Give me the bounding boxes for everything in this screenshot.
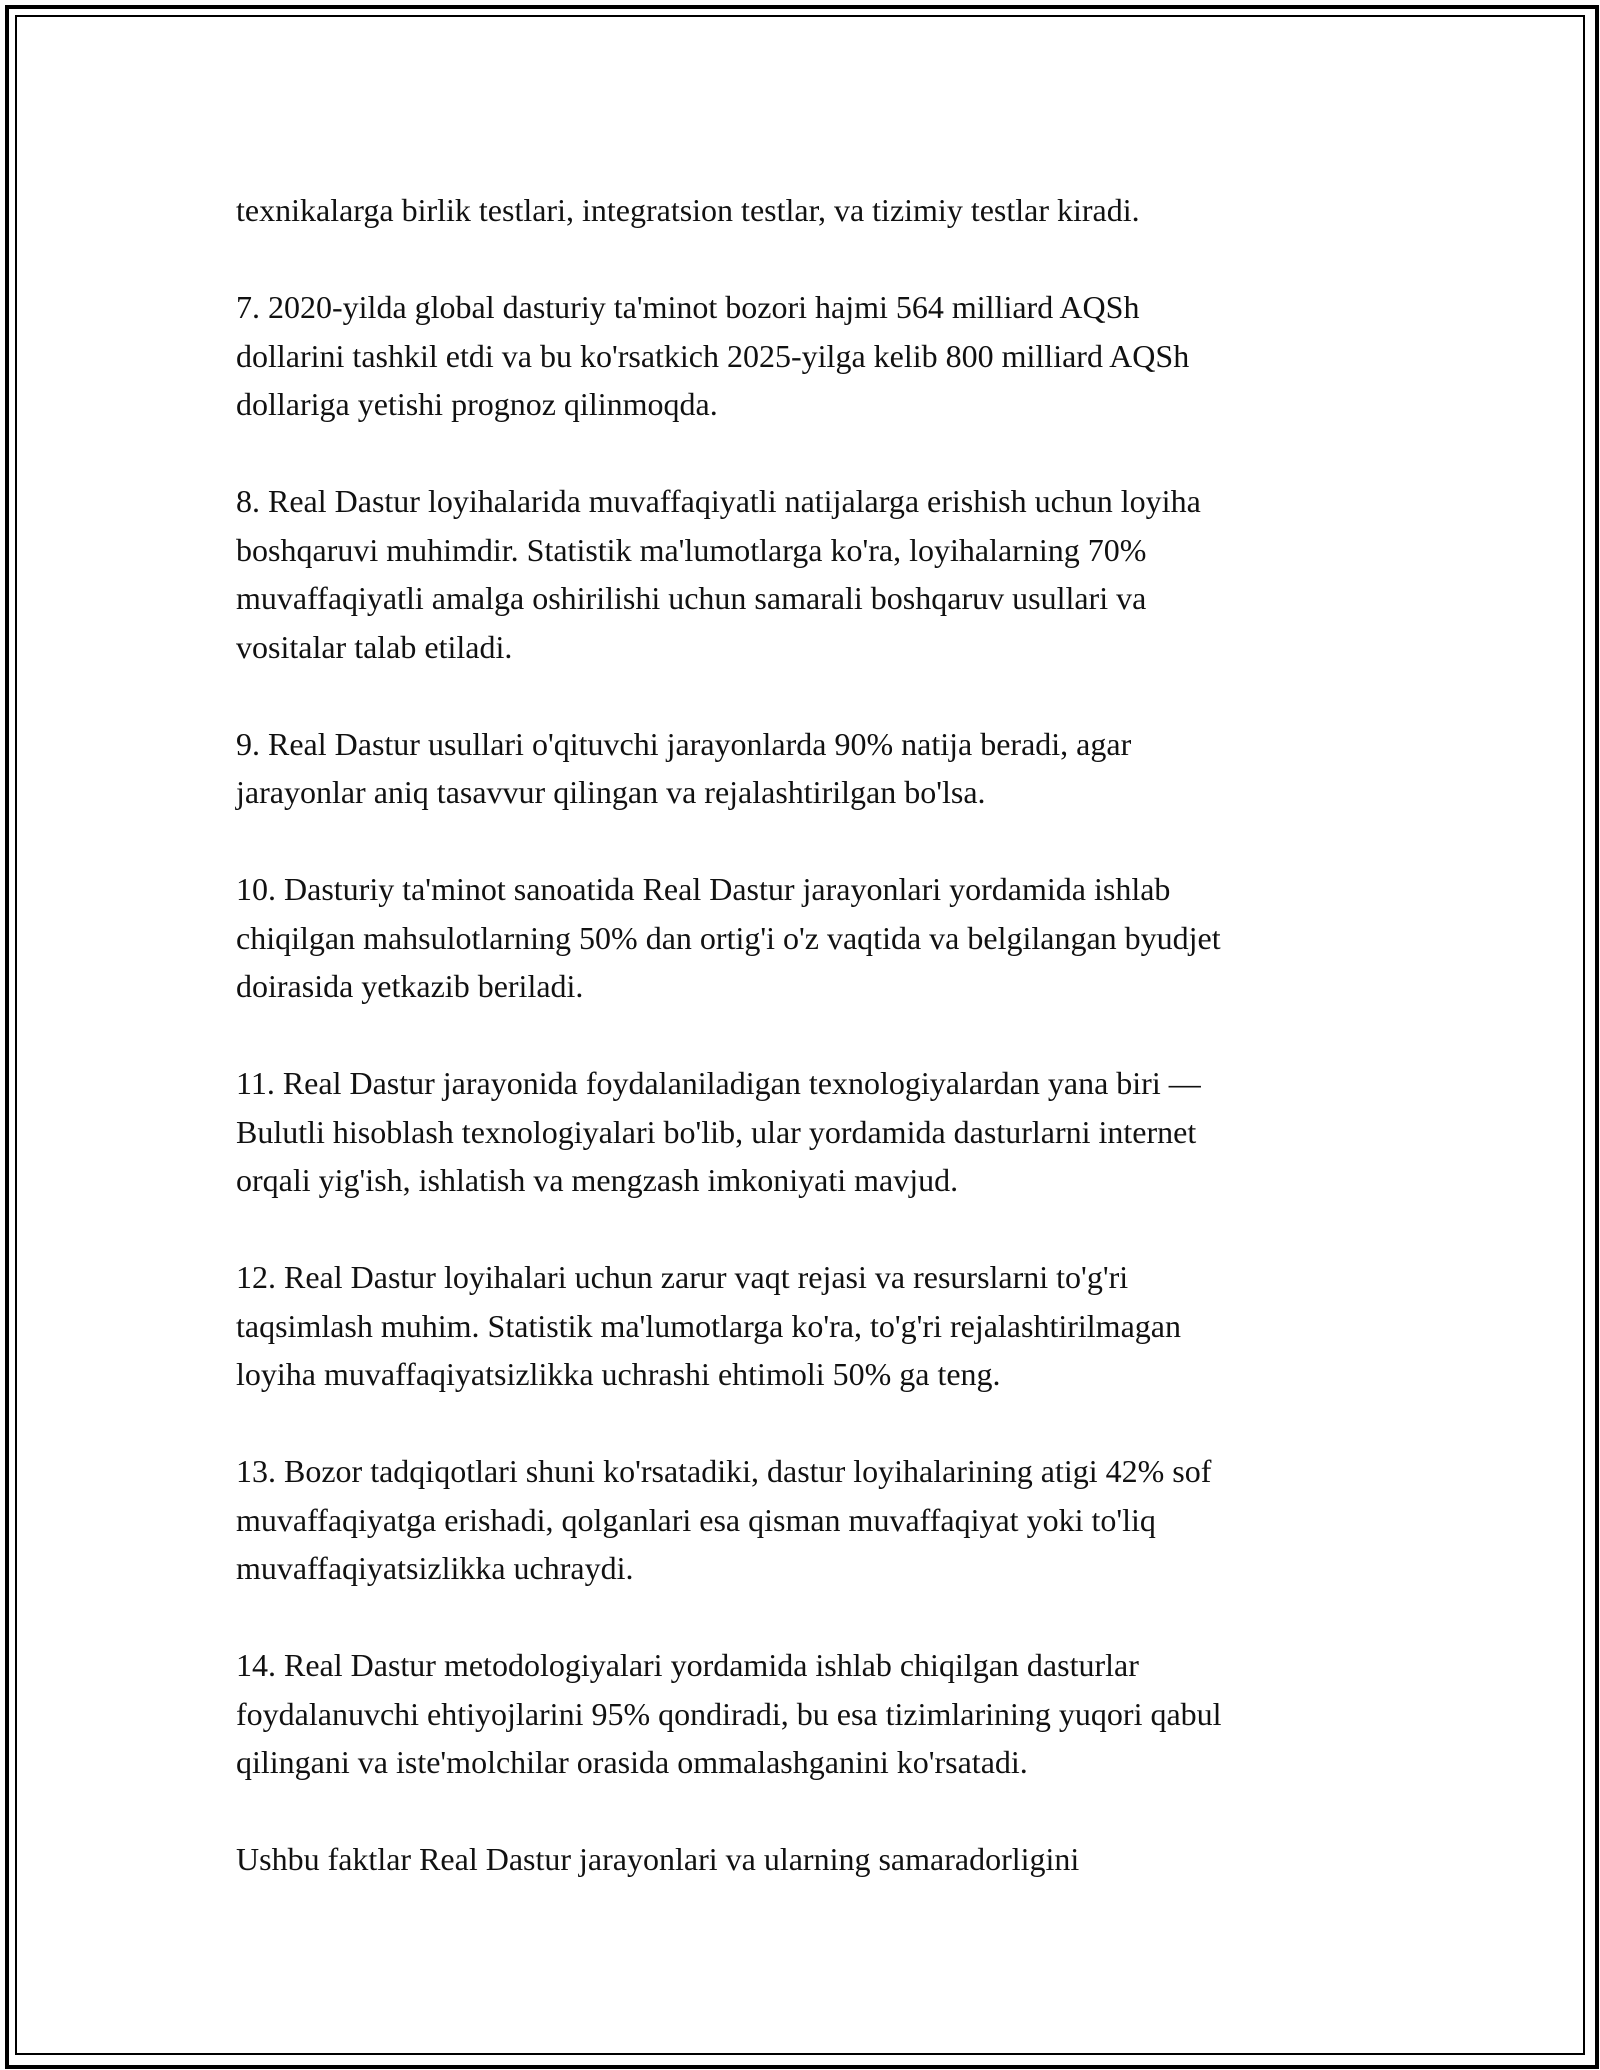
- text-line: 13. Bozor tadqiqotlari shuni ko'rsatadiki, dastur loyihalarining atigi 42% sof: [236, 1453, 1212, 1489]
- paragraph-fact-13: [236, 1447, 1386, 1593]
- text-line: foydalanuvchi ehtiyojlarini 95% qondiradi, bu esa tizimlarining yuqori qabul: [236, 1695, 1222, 1732]
- text-line: 8. Real Dastur loyihalarida muvaffaqiyatli natijalarga erishish uchun loyiha: [236, 483, 1201, 519]
- paragraph-fact-9: [236, 720, 1386, 817]
- text-line: 7. 2020-yilda global dasturiy ta'minot bozori hajmi 564 milliard AQSh: [236, 289, 1140, 325]
- text-line: 10. Dasturiy ta'minot sanoatida Real Dastur jarayonlari yordamida ishlab: [236, 871, 1171, 907]
- text-line: loyiha muvaffaqiyatsizlikka uchrashi ehtimoli 50% ga teng.: [236, 1356, 1001, 1392]
- paragraph-intro-continuation: [236, 186, 1386, 235]
- paragraph-fact-12: [236, 1253, 1386, 1399]
- text-line: 12. Real Dastur loyihalari uchun zarur vaqt rejasi va resurslarni to'g'ri: [236, 1259, 1129, 1295]
- text-line: texnikalarga birlik testlari, integratsion testlar, va tizimiy testlar kiradi.: [236, 192, 1140, 228]
- paragraph-fact-7: [236, 283, 1386, 429]
- text-line: taqsimlash muhim. Statistik ma'lumotlarga ko'ra, to'g'ri rejalashtirilmagan: [236, 1307, 1181, 1344]
- text-line: 11. Real Dastur jarayonida foydalaniladigan texnologiyalardan yana biri —: [236, 1065, 1201, 1101]
- text-line: orqali yig'ish, ishlatish va mengzash imkoniyati mavjud.: [236, 1162, 959, 1198]
- text-line: Ushbu faktlar Real Dastur jarayonlari va ularning samaradorligini: [236, 1841, 1080, 1877]
- text-line: qilingani va iste'molchilar orasida ommalashganini ko'rsatadi.: [236, 1744, 1028, 1780]
- text-line: dollariga yetishi prognoz qilinmoqda.: [236, 386, 718, 422]
- text-line: dollarini tashkil etdi va bu ko'rsatkich 2025-yilga kelib 800 milliard AQSh: [236, 337, 1190, 374]
- text-line: chiqilgan mahsulotlarning 50% dan ortig'i o'z vaqtida va belgilangan byudjet: [236, 919, 1221, 956]
- text-line: 14. Real Dastur metodologiyalari yordamida ishlab chiqilgan dasturlar: [236, 1647, 1139, 1683]
- paragraph-fact-11: [236, 1059, 1386, 1205]
- text-line: muvaffaqiyatli amalga oshirilishi uchun samarali boshqaruv usullari va: [236, 580, 1147, 616]
- text-line: 9. Real Dastur usullari o'qituvchi jarayonlarda 90% natija beradi, agar: [236, 725, 1132, 762]
- text-line: vositalar talab etiladi.: [236, 628, 513, 665]
- text-line: boshqaruvi muhimdir. Statistik ma'lumotlarga ko'ra, loyihalarning 70%: [236, 531, 1147, 568]
- text-line: muvaffaqiyatsizlikka uchraydi.: [236, 1550, 634, 1586]
- text-line: muvaffaqiyatga erishadi, qolganlari esa qisman muvaffaqiyat yoki to'liq: [236, 1501, 1156, 1538]
- paragraph-fact-14: [236, 1641, 1386, 1787]
- paragraph-fact-8: [236, 477, 1386, 671]
- text-line: doirasida yetkazib beriladi.: [236, 968, 584, 1004]
- document-body: [236, 186, 1386, 1932]
- paragraph-conclusion: [236, 1835, 1386, 1884]
- text-line: Bulutli hisoblash texnologiyalari bo'lib, ular yordamida dasturlarni internet: [236, 1113, 1197, 1150]
- text-line: jarayonlar aniq tasavvur qilingan va rejalashtirilgan bo'lsa.: [236, 774, 986, 810]
- paragraph-fact-10: [236, 865, 1386, 1011]
